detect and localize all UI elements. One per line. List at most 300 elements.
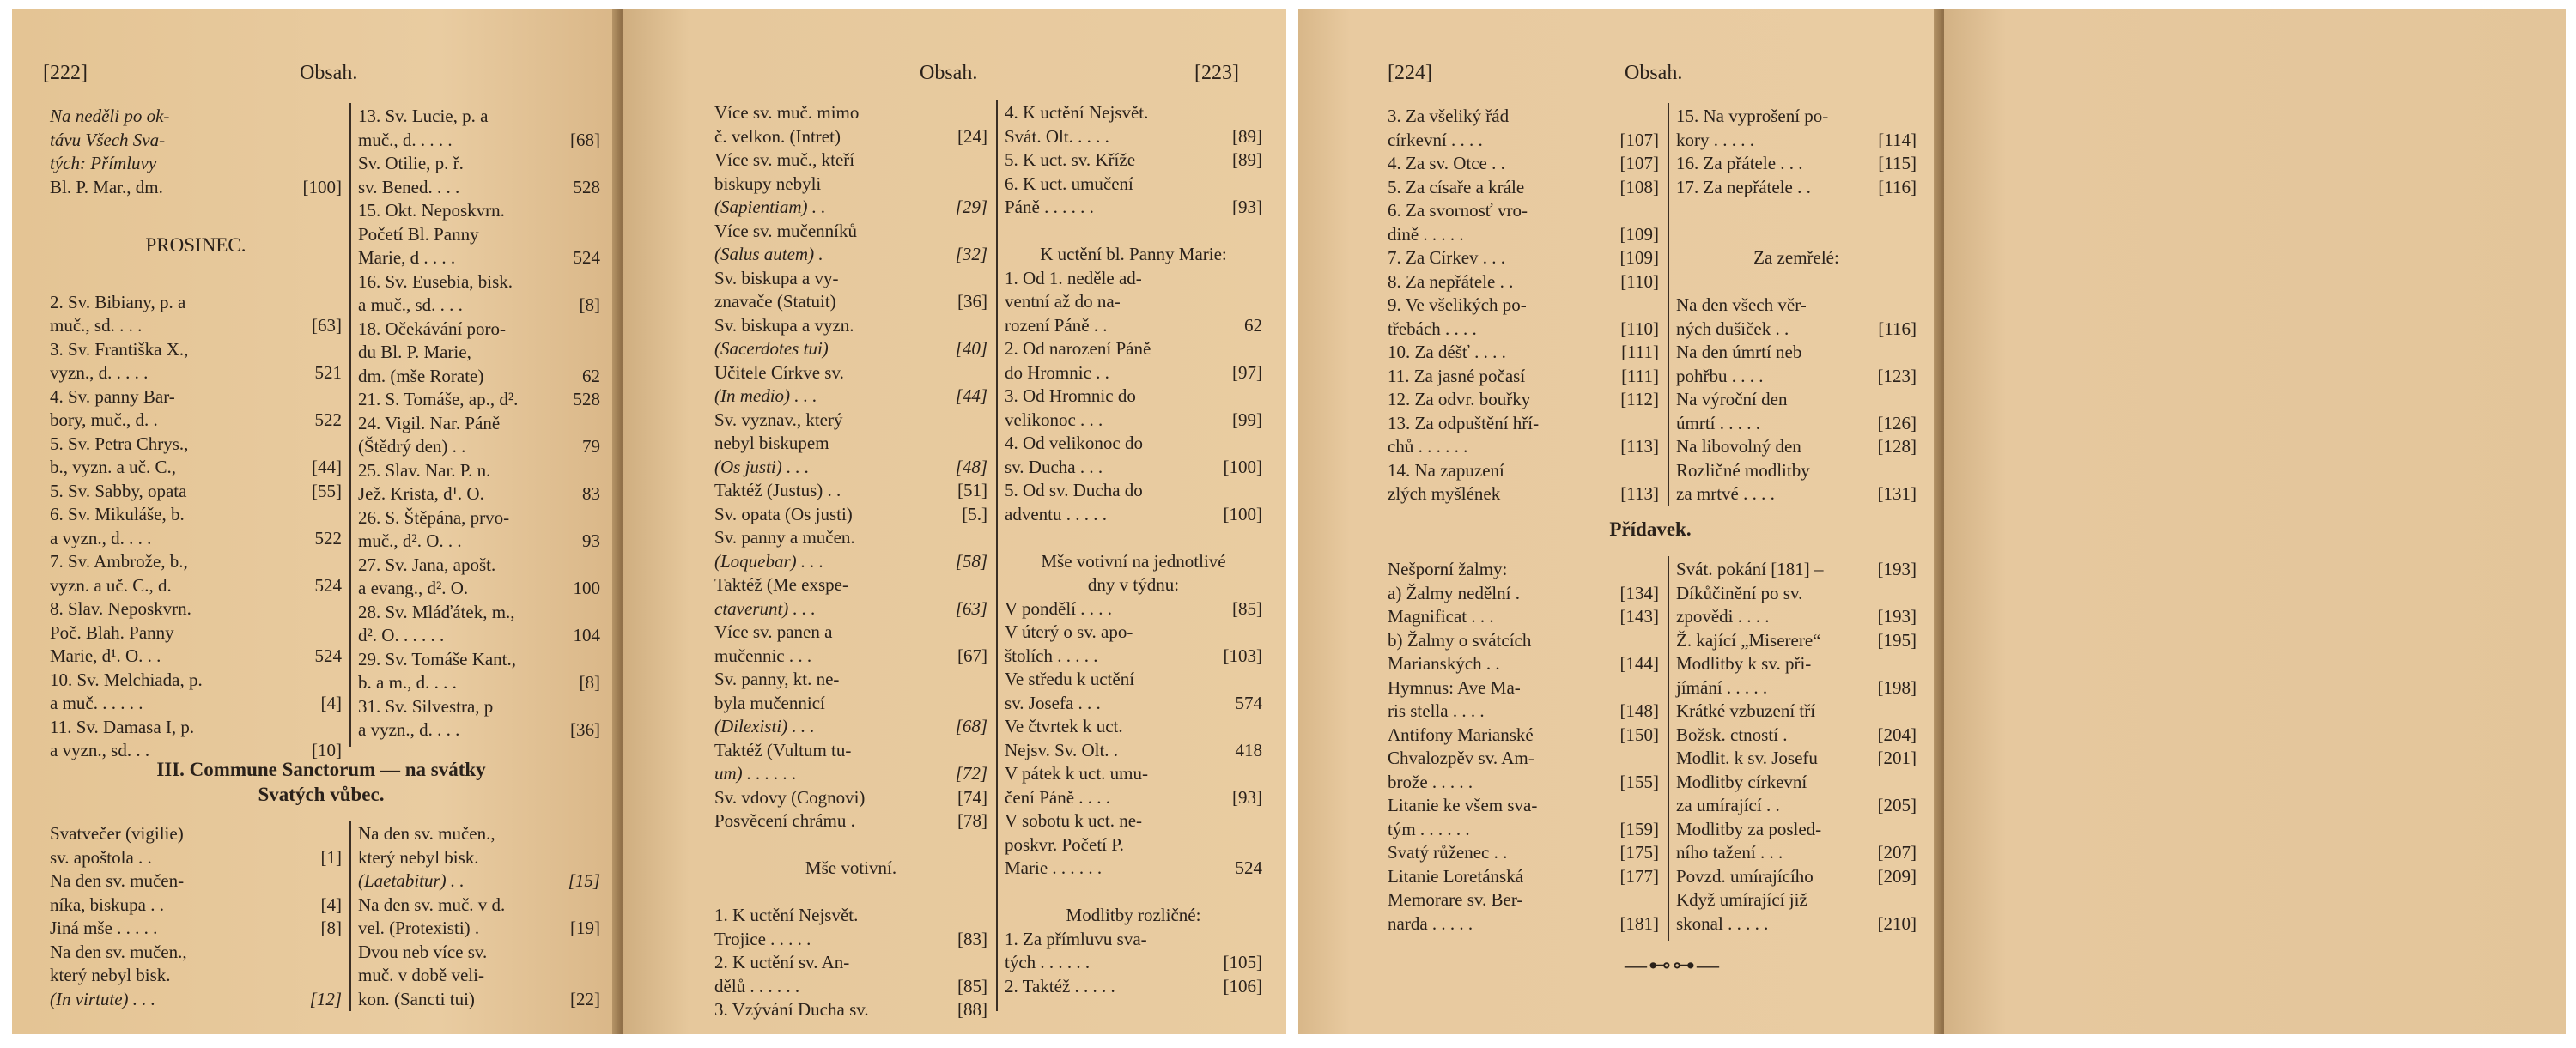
toc-entry: [50, 894, 342, 918]
toc-entry: [50, 199, 342, 223]
toc-entry: [1005, 715, 1262, 739]
toc-entry-text: a) Žalmy nedělní .: [1388, 582, 1520, 603]
toc-entry: [1388, 105, 1659, 129]
toc-entry-text: a vyzn., d. . . .: [50, 527, 152, 548]
blank-page: [1944, 9, 2566, 1034]
toc-entry: [1388, 388, 1659, 412]
toc-entry: [1005, 739, 1262, 763]
toc-entry-text: Posvěcení chrámu .: [714, 810, 855, 831]
toc-entry: [50, 291, 342, 315]
toc-entry-text: a vyzn., sd. . .: [50, 740, 150, 760]
toc-entry-text: Páně . . . . . .: [1005, 197, 1094, 217]
toc-entry: [50, 176, 342, 200]
toc-entry: [50, 314, 342, 338]
toc-entry: [1388, 700, 1659, 724]
toc-column: [1676, 558, 1917, 936]
toc-entry-text: (Sacerdotes tui): [714, 338, 829, 359]
toc-entry: [1676, 582, 1917, 606]
toc-page-ref: [113]: [1620, 436, 1659, 457]
toc-entry-text: 7. Za Církev . . .: [1388, 247, 1506, 268]
toc-entry-text: 3. Za všeliký řád: [1388, 106, 1510, 126]
toc-entry-text: Antifony Marianské: [1388, 724, 1534, 745]
toc-entry-text: čení Páně . . . .: [1005, 786, 1111, 808]
toc-entry-text: 21. S. Tomáše, ap., d².: [358, 389, 519, 409]
toc-page-ref: [10]: [312, 740, 342, 760]
toc-entry: [1676, 818, 1917, 842]
toc-entry-text: Modlitby rozličné:: [1066, 905, 1201, 925]
toc-entry: [1005, 550, 1262, 574]
toc-entry: [1676, 676, 1917, 700]
toc-entry: [1676, 700, 1917, 724]
toc-page-ref: [193]: [1877, 606, 1917, 627]
toc-entry-text: a vyzn., d. . . .: [358, 719, 460, 740]
toc-page-ref: [68]: [955, 716, 987, 736]
toc-page-ref: 522: [314, 527, 342, 548]
toc-entry-text: Sv. biskupa a vyzn.: [714, 314, 854, 336]
toc-page-ref: [195]: [1877, 629, 1917, 651]
toc-column: [358, 822, 600, 1011]
toc-page-ref: 528: [573, 176, 600, 197]
toc-page-ref: [128]: [1877, 436, 1917, 457]
toc-entry-text: Litanie ke všem sva-: [1388, 795, 1538, 815]
toc-entry-text: velikonoc . . .: [1005, 409, 1103, 430]
toc-page-ref: [24]: [957, 125, 987, 147]
toc-entry-text: ventní až do na-: [1005, 291, 1121, 312]
toc-entry: [1676, 105, 1917, 129]
toc-entry-text: Ve čtvrtek k uct.: [1005, 716, 1123, 736]
toc-entry-text: Rozličné modlitby: [1676, 459, 1810, 481]
toc-entry: [1005, 503, 1262, 527]
toc-page-ref: [113]: [1620, 483, 1659, 504]
toc-entry-text: ris stella . . . .: [1388, 700, 1485, 721]
column-rule: [1668, 556, 1669, 941]
toc-page-ref: [48]: [955, 456, 987, 477]
toc-entry-text: který nebyl bisk.: [50, 965, 171, 985]
toc-entry-text: níka, biskupa . .: [50, 894, 164, 915]
toc-entry-text: 5. Od sv. Ducha do: [1005, 480, 1143, 500]
toc-entry: [1005, 928, 1262, 952]
toc-entry: [50, 574, 342, 598]
toc-entry-text: 13. Za odpuštění hří-: [1388, 412, 1540, 433]
toc-page-ref: [74]: [957, 786, 987, 808]
toc-entry: [1388, 794, 1659, 818]
toc-page-ref: [116]: [1878, 176, 1917, 197]
toc-entry: [50, 267, 342, 291]
toc-entry-text: mučennic . . .: [714, 645, 812, 666]
toc-entry-text: chů . . . . . .: [1388, 436, 1468, 457]
toc-entry-text: ního tažení . . .: [1676, 842, 1783, 863]
toc-entry: [1676, 724, 1917, 748]
toc-entry-text: Poč. Blah. Panny: [50, 621, 174, 643]
toc-entry: [1388, 771, 1659, 795]
toc-entry-text: Memorare sv. Ber-: [1388, 889, 1523, 910]
toc-entry-text: Početí Bl. Panny: [358, 223, 479, 245]
toc-entry: [1676, 912, 1917, 936]
toc-entry: [1388, 676, 1659, 700]
toc-entry: [50, 597, 342, 621]
toc-entry-text: Marianských . .: [1388, 653, 1500, 674]
toc-entry: [714, 975, 987, 999]
toc-entry: [1005, 597, 1262, 621]
toc-entry: [1388, 482, 1659, 506]
toc-page-ref: [58]: [955, 550, 987, 572]
toc-entry: [714, 503, 987, 527]
toc-page-ref: [32]: [955, 244, 987, 264]
toc-entry: [358, 176, 600, 200]
toc-entry: [358, 554, 600, 578]
toc-entry: [1388, 652, 1659, 676]
toc-entry-text: kon. (Sancti tui): [358, 988, 475, 1009]
toc-page-ref: [150]: [1619, 724, 1659, 745]
toc-entry-text: adventu . . . . .: [1005, 503, 1107, 524]
toc-entry-text: Sv. panny, kt. ne-: [714, 669, 840, 689]
toc-entry: [358, 435, 600, 459]
toc-entry-text: Dvou neb více sv.: [358, 941, 488, 962]
toc-page-ref: [63]: [955, 597, 987, 619]
toc-entry: [358, 988, 600, 1012]
toc-entry-text: Svát. Olt. . . . .: [1005, 125, 1109, 147]
toc-page-ref: 93: [582, 530, 600, 551]
toc-entry-text: Na den všech věr-: [1676, 294, 1807, 315]
ornament: —⊷⊶—: [1625, 953, 1721, 978]
toc-entry: [1676, 865, 1917, 889]
toc-entry-text: 4. K uctění Nejsvět.: [1005, 102, 1149, 123]
toc-page-ref: [116]: [1878, 318, 1917, 339]
toc-entry-text: vyzn. a uč. C., d.: [50, 574, 172, 596]
toc-entry: [1388, 747, 1659, 771]
toc-entry-text: který nebyl bisk.: [358, 846, 479, 868]
toc-entry: [1388, 365, 1659, 389]
toc-entry: [1005, 243, 1262, 267]
toc-entry-text: Modlitby za posled-: [1676, 818, 1822, 839]
toc-page-ref: [5.]: [962, 503, 987, 524]
toc-entry-text: d². O. . . . . .: [358, 625, 445, 645]
toc-page-ref: [106]: [1223, 975, 1262, 997]
toc-entry: [1388, 412, 1659, 436]
toc-page-ref: 79: [582, 436, 600, 457]
toc-entry: [1676, 794, 1917, 818]
toc-entry: [714, 432, 987, 456]
toc-entry-text: ných dušiček . .: [1676, 318, 1789, 339]
toc-column: [1388, 105, 1659, 506]
toc-entry: [358, 917, 600, 941]
toc-page-ref: [67]: [957, 645, 987, 666]
toc-entry-text: 27. Sv. Jana, apošt.: [358, 554, 496, 575]
toc-page-ref: [72]: [955, 763, 987, 784]
toc-entry-text: 17. Za nepřátele . .: [1676, 176, 1811, 197]
toc-entry: [714, 314, 987, 338]
toc-page-ref: 528: [573, 389, 600, 409]
toc-page-ref: [198]: [1877, 676, 1917, 698]
toc-entry-text: (In virtute) . . .: [50, 988, 156, 1009]
toc-entry-text: Sv. panny a mučen.: [714, 527, 855, 548]
toc-entry: [1676, 412, 1917, 436]
toc-entry: [1676, 365, 1917, 389]
toc-entry: [50, 869, 342, 894]
toc-entry-text: Božsk. ctností .: [1676, 724, 1788, 745]
toc-entry: [1388, 341, 1659, 365]
toc-entry-text: Sv. vdovy (Cognovi): [714, 786, 866, 808]
toc-page-ref: [134]: [1619, 582, 1659, 603]
toc-entry-text: (Loquebar) . . .: [714, 550, 824, 572]
toc-entry: [1388, 270, 1659, 294]
toc-page-ref: [100]: [1223, 456, 1262, 477]
toc-entry: [1388, 629, 1659, 653]
toc-entry-text: Marie . . . . . .: [1005, 857, 1103, 878]
toc-entry: [1005, 857, 1262, 881]
toc-page-ref: [210]: [1877, 912, 1917, 934]
toc-entry-text: 10. Za déšť . . . .: [1388, 342, 1506, 362]
toc-entry: [358, 530, 600, 554]
toc-entry: [1676, 558, 1917, 582]
toc-entry-text: 1. Od 1. neděle ad-: [1005, 267, 1142, 288]
toc-entry: [714, 928, 987, 952]
toc-entry: [50, 503, 342, 527]
toc-entry-text: a muč., sd. . . .: [358, 294, 463, 315]
toc-entry: [50, 456, 342, 480]
toc-entry: [50, 988, 342, 1012]
toc-entry: [358, 388, 600, 412]
toc-entry: [50, 338, 342, 362]
toc-entry-text: č. velkon. (Intret): [714, 125, 841, 147]
toc-entry-text: V pondělí . . . .: [1005, 597, 1113, 619]
toc-entry: [358, 671, 600, 695]
toc-entry-text: Na libovolný den: [1676, 436, 1801, 457]
toc-entry: [50, 550, 342, 574]
toc-entry-text: Modlit. k sv. Josefu: [1676, 748, 1818, 768]
toc-entry-text: brože . . . . .: [1388, 771, 1473, 792]
toc-entry-text: 9. Ve všelikých po-: [1388, 294, 1527, 315]
toc-page-ref: [85]: [1232, 597, 1262, 619]
toc-entry-text: távu Všech Sva-: [50, 129, 166, 150]
toc-entry-text: Když umírající již: [1676, 889, 1807, 910]
toc-entry: [714, 645, 987, 669]
toc-entry-text: (In medio) . . .: [714, 385, 817, 406]
toc-entry: [50, 105, 342, 129]
toc-page-ref: [181]: [1619, 912, 1659, 934]
toc-page-ref: [204]: [1877, 724, 1917, 745]
toc-page-ref: [108]: [1619, 176, 1659, 197]
toc-entry-text: 2. Od narození Páně: [1005, 338, 1151, 359]
toc-page-ref: [126]: [1877, 412, 1917, 433]
toc-page-ref: [4]: [320, 894, 342, 915]
toc-page-ref: [1]: [320, 846, 342, 868]
column-rule: [349, 103, 351, 747]
toc-page-ref: [111]: [1621, 342, 1659, 362]
toc-entry-text: 2. K uctění sv. An-: [714, 952, 850, 972]
toc-page-ref: 524: [314, 645, 342, 666]
toc-entry: [1388, 318, 1659, 342]
toc-entry: [1005, 361, 1262, 385]
toc-entry: [1388, 724, 1659, 748]
toc-entry: [1676, 482, 1917, 506]
toc-page-ref: [100]: [302, 176, 342, 197]
toc-entry: [50, 527, 342, 551]
toc-entry: [358, 412, 600, 436]
toc-entry: [1676, 223, 1917, 247]
toc-entry: [50, 692, 342, 716]
toc-entry: [714, 456, 987, 480]
toc-entry: [1005, 668, 1262, 692]
toc-entry: [1388, 435, 1659, 459]
toc-entry: [50, 433, 342, 457]
section-heading: Přídavek.: [1609, 518, 1692, 540]
toc-entry-text: dině . . . . .: [1388, 223, 1464, 245]
toc-page-ref: [85]: [957, 975, 987, 997]
toc-entry: [1005, 951, 1262, 975]
page-224: [1298, 9, 1944, 1034]
toc-page-ref: [8]: [320, 918, 342, 938]
toc-entry-text: Více sv. muč., kteří: [714, 149, 855, 170]
toc-entry-text: úmrtí . . . . .: [1676, 412, 1760, 433]
toc-page-ref: [97]: [1232, 361, 1262, 383]
toc-entry: [1005, 904, 1262, 928]
toc-entry-text: muč., d². O. . .: [358, 530, 462, 551]
toc-entry: [358, 894, 600, 918]
toc-entry: [358, 718, 600, 742]
toc-entry: [1005, 645, 1262, 669]
toc-entry-text: Litanie Loretánská: [1388, 865, 1524, 887]
toc-entry-text: Ž. kající „Miserere“: [1676, 629, 1821, 651]
toc-entry-text: Svát. pokání [181] –: [1676, 559, 1824, 579]
toc-entry: [1005, 125, 1262, 149]
toc-entry-text: 4. Od velikonoc do: [1005, 433, 1143, 453]
toc-page-ref: 524: [573, 247, 600, 268]
toc-entry: [358, 624, 600, 648]
toc-entry: [358, 270, 600, 294]
toc-entry: [1676, 152, 1917, 176]
toc-entry: [50, 941, 342, 965]
toc-page-ref: [12]: [309, 988, 342, 1009]
toc-page-ref: 62: [1244, 314, 1262, 336]
page-title: Obsah.: [1625, 62, 1683, 84]
toc-page-ref: [131]: [1877, 483, 1917, 504]
toc-entry-text: 12. Za odvr. bouřky: [1388, 389, 1531, 409]
toc-page-ref: [89]: [1232, 125, 1262, 147]
toc-entry-text: 7. Sv. Ambrože, b.,: [50, 551, 188, 572]
toc-column: [1676, 105, 1917, 506]
toc-entry: [358, 152, 600, 176]
toc-entry-text: Marie, d¹. O. . .: [50, 645, 161, 666]
toc-entry-text: Svatý růženec . .: [1388, 842, 1508, 863]
toc-entry: [1005, 432, 1262, 456]
toc-entry: [358, 341, 600, 365]
toc-entry: [1388, 294, 1659, 318]
toc-entry: [1005, 692, 1262, 716]
toc-entry-text: 11. Sv. Damasa I, p.: [50, 716, 195, 737]
toc-entry: [714, 409, 987, 433]
toc-entry-text: (Štědrý den) . .: [358, 436, 466, 457]
toc-page-ref: [148]: [1619, 700, 1659, 721]
toc-entry-text: du Bl. P. Marie,: [358, 342, 471, 362]
toc-entry: [714, 101, 987, 125]
toc-entry-text: Modlitby k sv. při-: [1676, 653, 1812, 674]
toc-entry-text: vyzn., d. . . . .: [50, 362, 149, 383]
toc-entry: [358, 199, 600, 223]
toc-entry-text: Hymnus: Ave Ma-: [1388, 676, 1521, 698]
toc-entry-text: 5. Sv. Petra Chrys.,: [50, 433, 189, 454]
toc-entry: [714, 173, 987, 197]
section-heading: III. Commune Sanctorum — na svátky Svatých vůbec.: [156, 759, 486, 805]
toc-entry: [714, 290, 987, 314]
toc-entry: [714, 148, 987, 173]
toc-entry-text: 8. Slav. Neposkvrn.: [50, 598, 191, 619]
toc-entry-text: 6. Za svornosť vro-: [1388, 200, 1528, 221]
toc-entry: [1676, 341, 1917, 365]
toc-entry-text: Jiná mše . . . . .: [50, 918, 158, 938]
column-rule: [996, 100, 998, 1011]
toc-page-ref: [78]: [957, 810, 987, 831]
toc-entry-text: a evang., d². O.: [358, 578, 469, 598]
toc-entry-text: (Dilexisti) . . .: [714, 716, 815, 736]
toc-entry: [358, 695, 600, 719]
page-number: [224]: [1388, 62, 1432, 84]
toc-entry: [1388, 912, 1659, 936]
toc-entry: [1005, 762, 1262, 786]
toc-entry: [1005, 526, 1262, 550]
toc-entry: [358, 964, 600, 988]
toc-page-ref: [36]: [957, 291, 987, 312]
toc-page-ref: [99]: [1232, 409, 1262, 430]
toc-entry-text: za mrtvé . . . .: [1676, 483, 1775, 504]
toc-page-ref: [88]: [957, 999, 987, 1020]
toc-entry: [1676, 435, 1917, 459]
toc-entry-text: Sv. biskupa a vy-: [714, 267, 839, 288]
toc-entry-text: Modlitby církevní: [1676, 771, 1807, 792]
toc-entry: [358, 223, 600, 247]
toc-entry-text: kory . . . . .: [1676, 129, 1754, 150]
toc-page-ref: [107]: [1619, 153, 1659, 173]
toc-entry: [714, 550, 987, 574]
toc-entry: [1676, 652, 1917, 676]
toc-entry-text: Krátké vzbuzení tří: [1676, 700, 1816, 721]
toc-entry-text: sv. Bened. . . .: [358, 176, 460, 197]
toc-entry-text: 1. K uctění Nejsvět.: [714, 905, 859, 925]
toc-entry-text: V úterý o sv. apo-: [1005, 621, 1133, 642]
toc-page-ref: [100]: [1223, 503, 1262, 524]
page-title: Obsah.: [920, 62, 978, 84]
toc-entry: [1676, 176, 1917, 200]
toc-page-ref: [193]: [1877, 559, 1917, 579]
toc-entry-text: skonal . . . . .: [1676, 912, 1769, 934]
toc-entry: [50, 846, 342, 870]
toc-page-ref: [89]: [1232, 149, 1262, 170]
toc-entry: [1005, 456, 1262, 480]
toc-entry: [1388, 246, 1659, 270]
toc-page-ref: [22]: [570, 988, 600, 1009]
toc-page-ref: [83]: [957, 928, 987, 949]
toc-entry-text: muč., sd. . . .: [50, 315, 143, 336]
toc-column: [1005, 101, 1262, 998]
toc-entry-text: sv. Ducha . . .: [1005, 456, 1103, 477]
toc-entry: [714, 715, 987, 739]
toc-entry-text: muč., d. . . . .: [358, 129, 453, 150]
toc-entry: [1005, 809, 1262, 833]
toc-entry-text: nebyl biskupem: [714, 433, 829, 453]
toc-page-ref: [93]: [1232, 786, 1262, 808]
toc-page-ref: [29]: [955, 197, 987, 217]
toc-entry: [1388, 818, 1659, 842]
toc-entry: [1676, 629, 1917, 653]
toc-column: [714, 101, 987, 1022]
toc-entry: [714, 833, 987, 857]
page-title: Obsah.: [300, 62, 358, 84]
toc-entry-text: tých . . . . . .: [1005, 952, 1091, 972]
toc-entry: [1005, 148, 1262, 173]
toc-entry-text: 13. Sv. Lucie, p. a: [358, 106, 489, 126]
toc-entry-text: sv. apoštola . .: [50, 846, 152, 868]
toc-entry: [1005, 479, 1262, 503]
